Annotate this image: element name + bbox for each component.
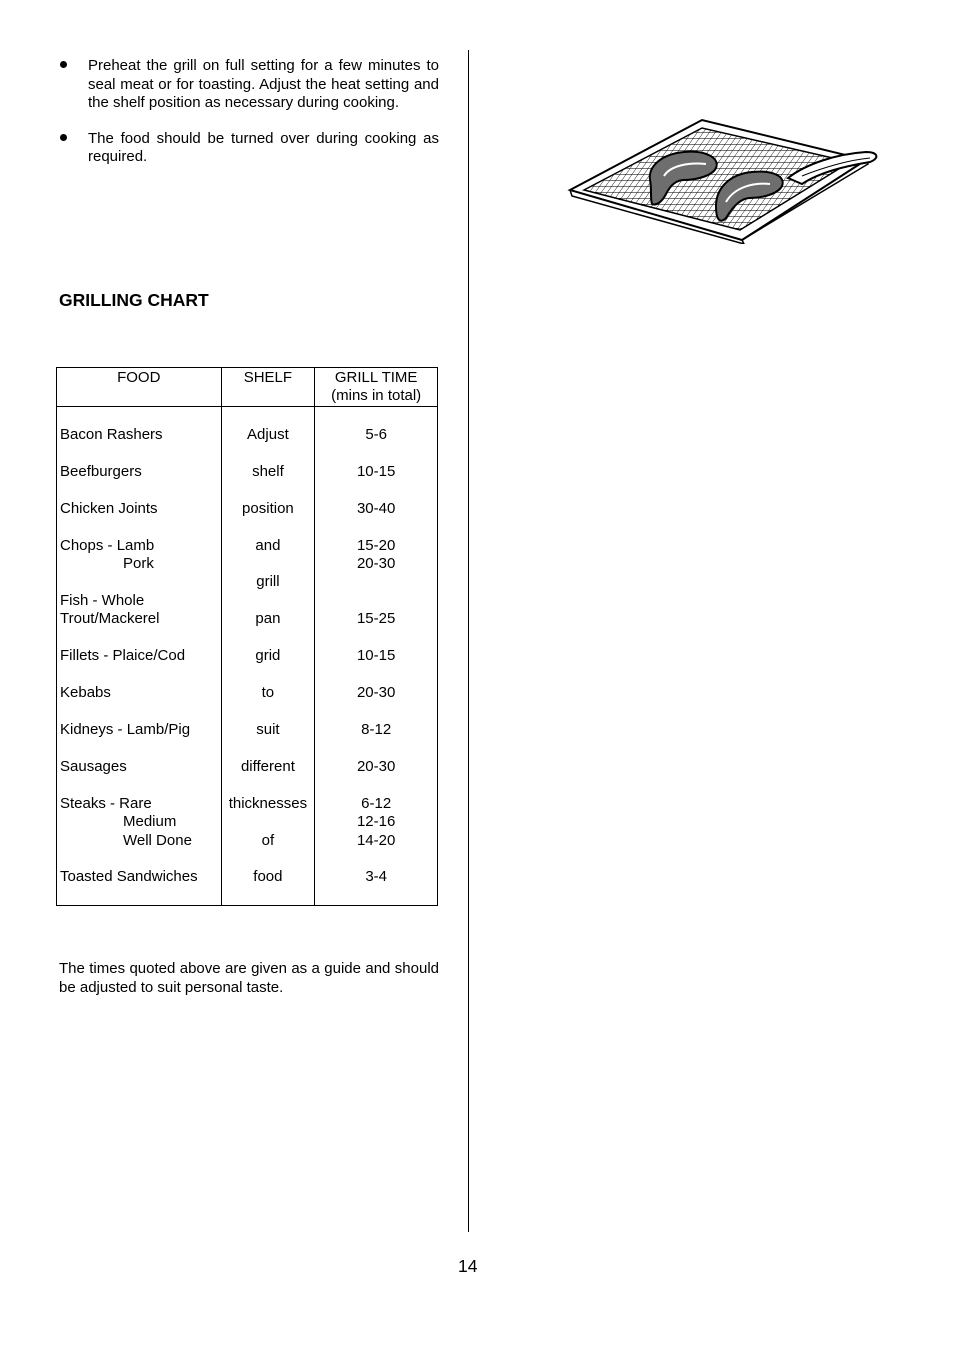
shelf-text: and xyxy=(255,537,281,554)
food-item: Trout/Mackerel xyxy=(60,610,160,627)
header-shelf: SHELF xyxy=(221,368,315,407)
instruction-list xyxy=(59,57,439,184)
shelf-text: suit xyxy=(256,721,280,738)
shelf-text: different xyxy=(240,758,295,775)
grill-time-value: 10-15 xyxy=(356,463,396,480)
food-item: Beefburgers xyxy=(60,463,142,480)
bullet-text: Preheat the grill on full setting for a few minutes to seal meat or for toasting. Adjust the heat setting and the shelf position as necessary during cooking. xyxy=(88,57,439,111)
bullet-icon xyxy=(60,61,67,68)
food-item: Toasted Sandwiches xyxy=(60,868,198,885)
grill-time-value: 12-16 xyxy=(356,813,396,830)
grill-time-value: 15-20 xyxy=(356,537,396,554)
page-number: 14 xyxy=(458,1256,478,1276)
food-item: Steaks - Rare xyxy=(60,795,152,812)
grill-time-value: 10-15 xyxy=(356,647,396,664)
bullet-text: The food should be turned over during cooking as required. xyxy=(88,129,439,165)
section-heading: GRILLING CHART xyxy=(59,290,209,310)
shelf-text: pan xyxy=(255,610,281,627)
food-item: Sausages xyxy=(60,758,127,775)
shelf-text: food xyxy=(253,868,283,885)
table-body-row xyxy=(57,407,438,906)
header-grill-time-line1: GRILL TIME xyxy=(334,369,418,386)
food-item: Fillets - Plaice/Cod xyxy=(60,647,186,664)
food-item: Kebabs xyxy=(60,684,111,701)
shelf-text: grid xyxy=(255,647,281,664)
header-food: FOOD xyxy=(57,368,222,407)
shelf-text: position xyxy=(242,500,294,517)
shelf-text: of xyxy=(261,832,275,849)
grill-time-value: 30-40 xyxy=(356,500,396,517)
grill-time-value: 5-6 xyxy=(365,426,387,443)
food-item: Kidneys - Lamb/Pig xyxy=(60,721,191,738)
grill-time-value: 20-30 xyxy=(356,555,396,572)
food-item: Chicken Joints xyxy=(60,500,158,517)
bullet-item xyxy=(59,57,439,113)
food-column xyxy=(57,407,222,906)
food-item: Bacon Rashers xyxy=(60,426,163,443)
shelf-column xyxy=(221,407,315,906)
bullet-icon xyxy=(60,134,67,141)
guide-note: The times quoted above are given as a guide and should be adjusted to suit personal taste. xyxy=(59,960,439,996)
grill-time-value: 20-30 xyxy=(356,758,396,775)
header-grill-time-line2: (mins in total) xyxy=(331,387,422,404)
column-divider xyxy=(468,50,469,1232)
food-item: Well Done xyxy=(123,832,192,849)
grill-time-column xyxy=(315,407,438,906)
shelf-text: shelf xyxy=(252,463,284,480)
grill-time-value: 3-4 xyxy=(365,868,387,885)
grill-time-value: 14-20 xyxy=(356,832,396,849)
grilling-chart-table xyxy=(56,367,438,906)
food-item: Fish - Whole xyxy=(60,592,145,609)
grill-pan-icon xyxy=(566,114,882,244)
shelf-text: Adjust xyxy=(247,426,289,443)
table-header-row xyxy=(57,368,438,407)
grill-time-value: 8-12 xyxy=(361,721,392,738)
food-item: Medium xyxy=(123,813,177,830)
grill-time-value: 20-30 xyxy=(356,684,396,701)
shelf-text: thicknesses xyxy=(228,795,308,812)
shelf-text: grill xyxy=(256,573,280,590)
grill-time-value: 6-12 xyxy=(361,795,392,812)
bullet-item xyxy=(59,130,439,167)
header-grill-time xyxy=(315,368,438,407)
grill-time-value: 15-25 xyxy=(356,610,396,627)
food-item: Chops - Lamb xyxy=(60,537,155,554)
shelf-text: to xyxy=(261,684,275,701)
food-item: Pork xyxy=(123,555,154,572)
